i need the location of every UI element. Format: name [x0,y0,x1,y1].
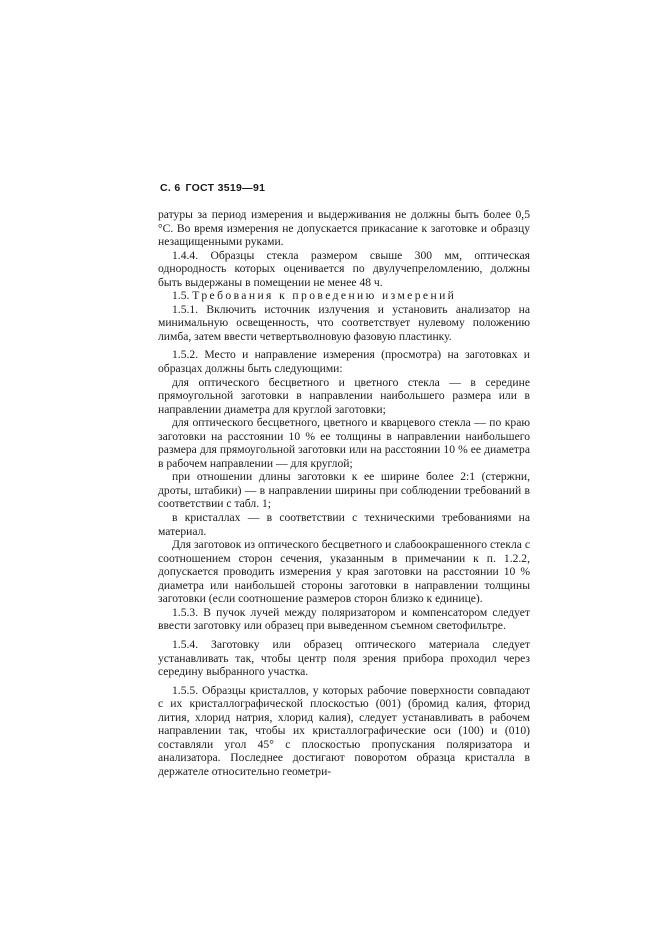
document-body [158,208,530,778]
paragraph-1-5-5: 1.5.5. Образцы кристаллов, у которых рабочие поверхности совпадают с их кристаллографической плоскостью (001) (бромид калия, фторид лития, хлорид натрия, хлорид калия), следует устанавливать в рабочем направлении так, чтобы их кристаллографические оси (100) и (010) составляли угол 45° с плоскостью пропускания поляризатора и анализатора. Последнее достигают поворотом образца кристалла в держателе относительно геометри- [158,683,530,778]
paragraph-crystals: в кристаллах — в соответствии с техническими требованиями на материал. [158,511,530,538]
paragraph-weakly-colored-glass: Для заготовок из оптического бесцветного и слабоокрашенного стекла с соотношением сторон сечения, указанным в примечании к п. 1.2.2, допускается проводить измерения у края заготовки на расстоянии 10 % диаметра или наибольшей стороны заготовки в направлении толщины заготовки (если соотношение размеров сторон близко к единице). [158,538,530,606]
page-header [160,182,270,194]
paragraph-1-5-4: 1.5.4. Заготовку или образец оптического материала следует устанавливать так, чтобы центр поля зрения прибора проходил через середину выбранного участка. [158,637,530,679]
page-number: С. 6 [160,182,181,194]
paragraph-1-5-3: 1.5.3. В пучок лучей между поляризатором и компенсатором следует ввести заготовку или образец при выведенном съемном светофильтре. [158,605,530,633]
paragraph-length-ratio: при отношении длины заготовки к ее ширине более 2:1 (стержни, дроты, штабики) — в направлении ширины при соблюдении требований в соответствии с табл. 1; [158,470,530,511]
section-title: Требования к проведению измерений [192,289,457,303]
paragraph-1-5-2: 1.5.2. Место и направление измерения (просмотра) на заготовках и образцах должны быть следующими: [158,348,530,376]
standard-designation: ГОСТ 3519—91 [185,182,266,194]
section-heading-1-5 [158,289,530,303]
paragraph-continuation: ратуры за период измерения и выдерживания не должны быть более 0,5 °С. Во время измерения не допускается прикасание к заготовке и образцу незащищенными руками. [158,208,530,249]
paragraph-1-5-1: 1.5.1. Включить источник излучения и установить анализатор на минимальную освещенность, что соответствует нулевому положению лимба, затем ввести четвертьволновую фазовую пластинку. [158,302,530,343]
section-number: 1.5. [172,289,190,303]
paragraph-quartz-glass: для оптического бесцветного, цветного и кварцевого стекла — по краю заготовки на расстоянии 10 % ее толщины в направлении наибольшего размера для прямоугольной заготовки или на расстоянии 10 % ее диаметра в рабочем направлении — для круглой; [158,416,530,470]
paragraph-1-4-4: 1.4.4. Образцы стекла размером свыше 300 мм, оптическая однородность которых оценивается по двулучепреломлению, должны быть выдержаны в помещении не менее 48 ч. [158,248,530,289]
paragraph-colorless-glass: для оптического бесцветного и цветного стекла — в середине прямоугольной заготовки в направлении наибольшего размера или в направлении диаметра для круглой заготовки; [158,375,530,416]
